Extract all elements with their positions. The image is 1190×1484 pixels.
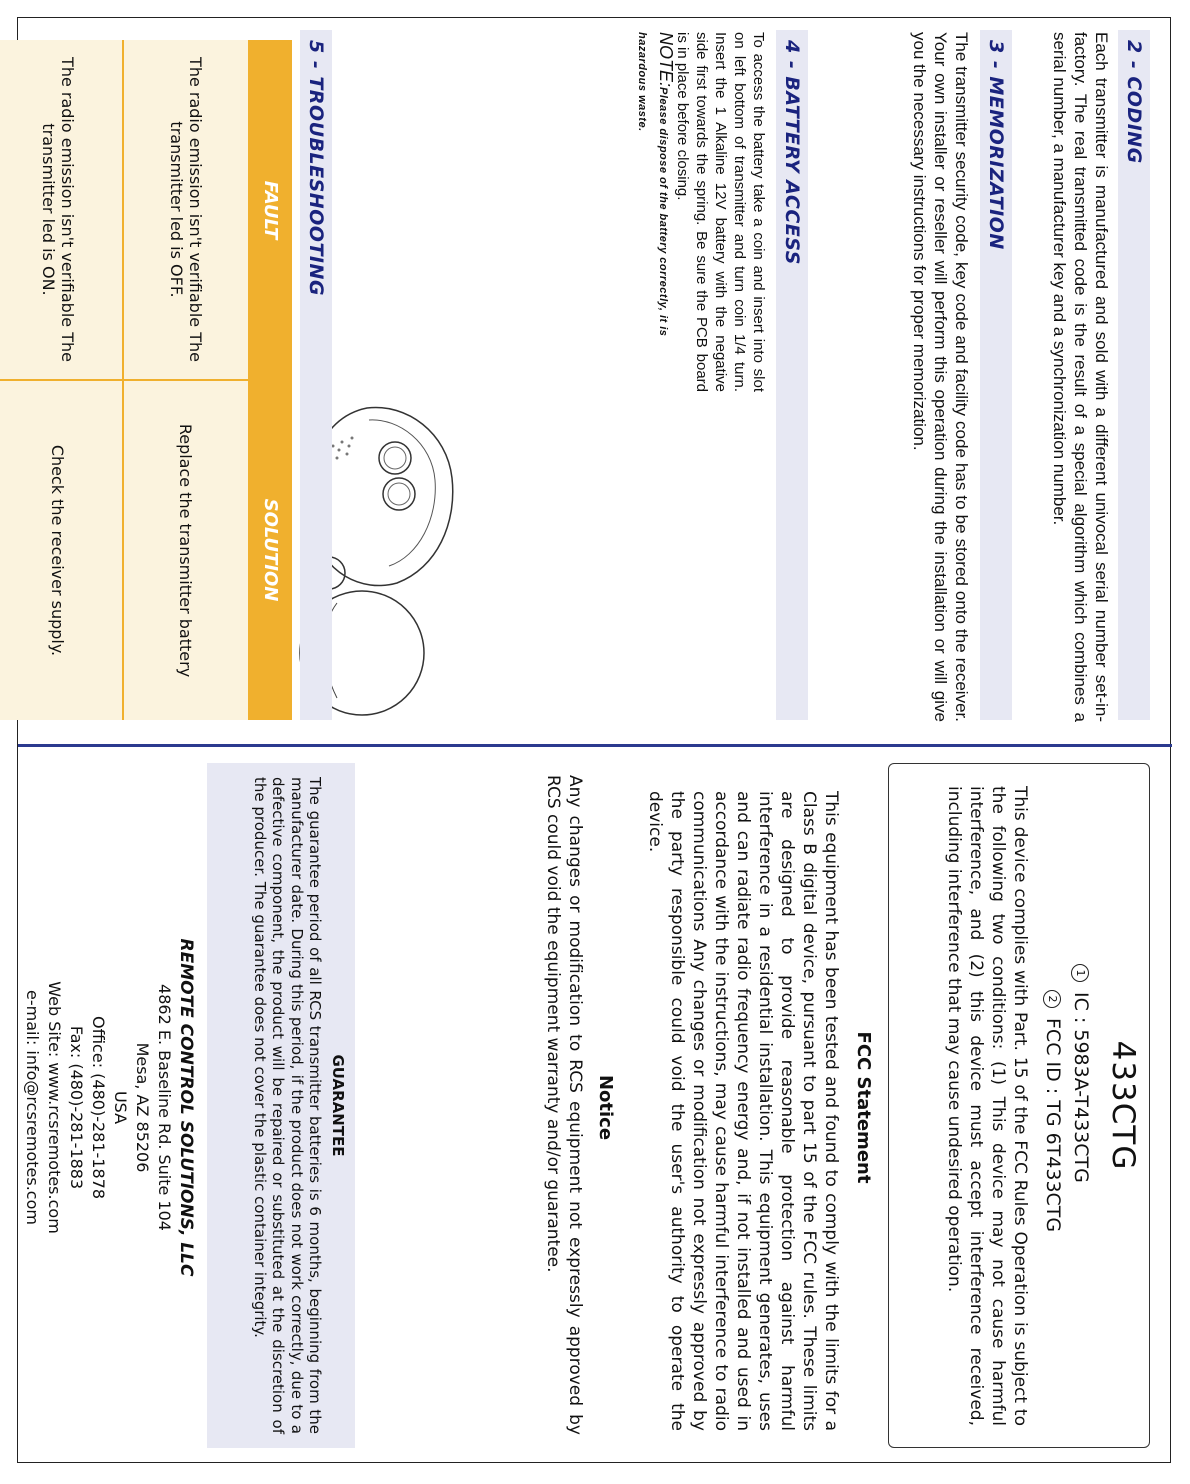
header-solution: SOLUTION [260,498,282,602]
fax-number: Fax: (480)-281-1883 [67,1025,86,1190]
address-line-1: 4862 E. Baseline Rd. Suite 104 [155,984,174,1231]
note-text: Please dispose of the battery correctly, it is hazardous waste. [636,32,669,337]
regulatory-half [18,751,1172,1464]
battery-note [634,32,676,392]
solution-cell: Replace the transmitter battery [176,423,196,678]
header-fault: FAULT [260,180,282,240]
troubleshooting-title: 5 - TROUBLESHOOTING [305,40,327,296]
table-row [124,40,250,720]
email[interactable]: e-mail: info@rcsremotes.com [23,990,42,1225]
table-row [0,40,124,720]
troubleshooting-table [0,40,292,720]
memorization-text: The transmitter security code, key code and facility code has to be stored onto the receiver. Your own installer or reseller will perform this operation during the installation or will give you the necessary instructions for proper memorization. [910,32,971,722]
memorization-title: 3 - MEMORIZATION [985,40,1007,250]
memorization-heading [980,30,1012,720]
table-header [250,40,292,720]
guarantee-title: GUARANTEE [329,1054,347,1157]
circled-two: 2 [1043,990,1061,1008]
fcc-info-box [888,763,1150,1448]
note-label: NOTE: [656,32,676,88]
fcc-id: FCC ID : TG 6T433CTG [1042,1018,1064,1233]
fold-divider [18,744,1172,747]
circled-one: 1 [1071,964,1089,982]
fcc-line [1039,964,1067,1232]
office-phone: Office: (480)-281-1878 [89,1015,108,1199]
troubleshooting-heading [300,30,332,720]
country: USA [111,1090,130,1125]
page-frame [17,17,1171,1463]
solution-cell: Check the receiver supply. [48,444,68,657]
fault-cell: The radio emission isn't verifiable The transmitter led is ON. [0,40,122,381]
guarantee-text: The guarantee period of all RCS transmitter batteries is 6 months, beginning from the manufacturer date. During this period, if the product does not work correctly, due to a defective component, the product will be repaired or substituted at the discretion of the producer. The guarantee does not cover the plastic container integrity. [251,777,325,1434]
battery-text: To access the battery take a coin and insert into slot on left bottom of transmitter and turn coin 1/4 turn. Insert the 1 Alkaline 12V battery with the negative side first towards the spring. Be sure the PCB board is in place before closing. [674,32,767,392]
certification-ids [1039,964,1095,1232]
address-line-2: Mesa, AZ 85206 [133,1042,152,1173]
instructions-half [18,18,1172,742]
notice-text: Any changes or modification to RCS equipment not expressly approved by RCS could void the equipment warranty and/or guarantee. [543,775,585,1435]
coding-heading [1118,30,1150,720]
battery-title: 4 - BATTERY ACCESS [781,40,803,265]
compliance-text: This device complies with Part. 15 of the FCC Rules Operation is subject to the following two conditions: (1) This device may not cause harmful interference, and (2) this device must accept interference received, including interference that may cause undesired operation. [944,786,1030,1426]
coding-title: 2 - CODING [1123,40,1145,164]
fcc-statement-text: This equipment has been tested and found to comply with the limits for a Class B digital device, pursuant to part 15 of the FCC rules. These limits are designed to provide reasonable protection against harmful interference in a residential installation. This equipment generates, uses and can radiate radio frequency energy and, if not installed and used in accordance with the instructions, may cause harmful interference to radio communications Any changes or modification not expressly approved by the party responsible could void the user's authority to operate the device. [645,791,841,1431]
coding-text: Each transmitter is manufactured and sold with a different univocal serial number set-in-factory. The real transmitted code is the result of a special algorithm which combines a serial number, a manufacturer key and a synchronization number. [1050,32,1111,722]
battery-heading [776,30,808,720]
guarantee-panel [207,763,355,1448]
fault-cell: The radio emission isn't verifiable The transmitter led is OFF. [124,40,248,381]
ic-number: IC : 5983A-T433CTG [1070,992,1092,1183]
website[interactable]: Web Site: www.rcsremotes.com [45,981,64,1234]
ic-line [1067,964,1095,1232]
rotated-canvas [18,18,1172,1464]
company-name: REMOTE CONTROL SOLUTIONS, LLC [176,938,196,1277]
contact-block [21,751,197,1464]
notice-title: Notice [595,1074,616,1141]
fcc-statement-title: FCC Statement [853,1031,874,1184]
model-number: 433CTG [1105,1040,1141,1171]
